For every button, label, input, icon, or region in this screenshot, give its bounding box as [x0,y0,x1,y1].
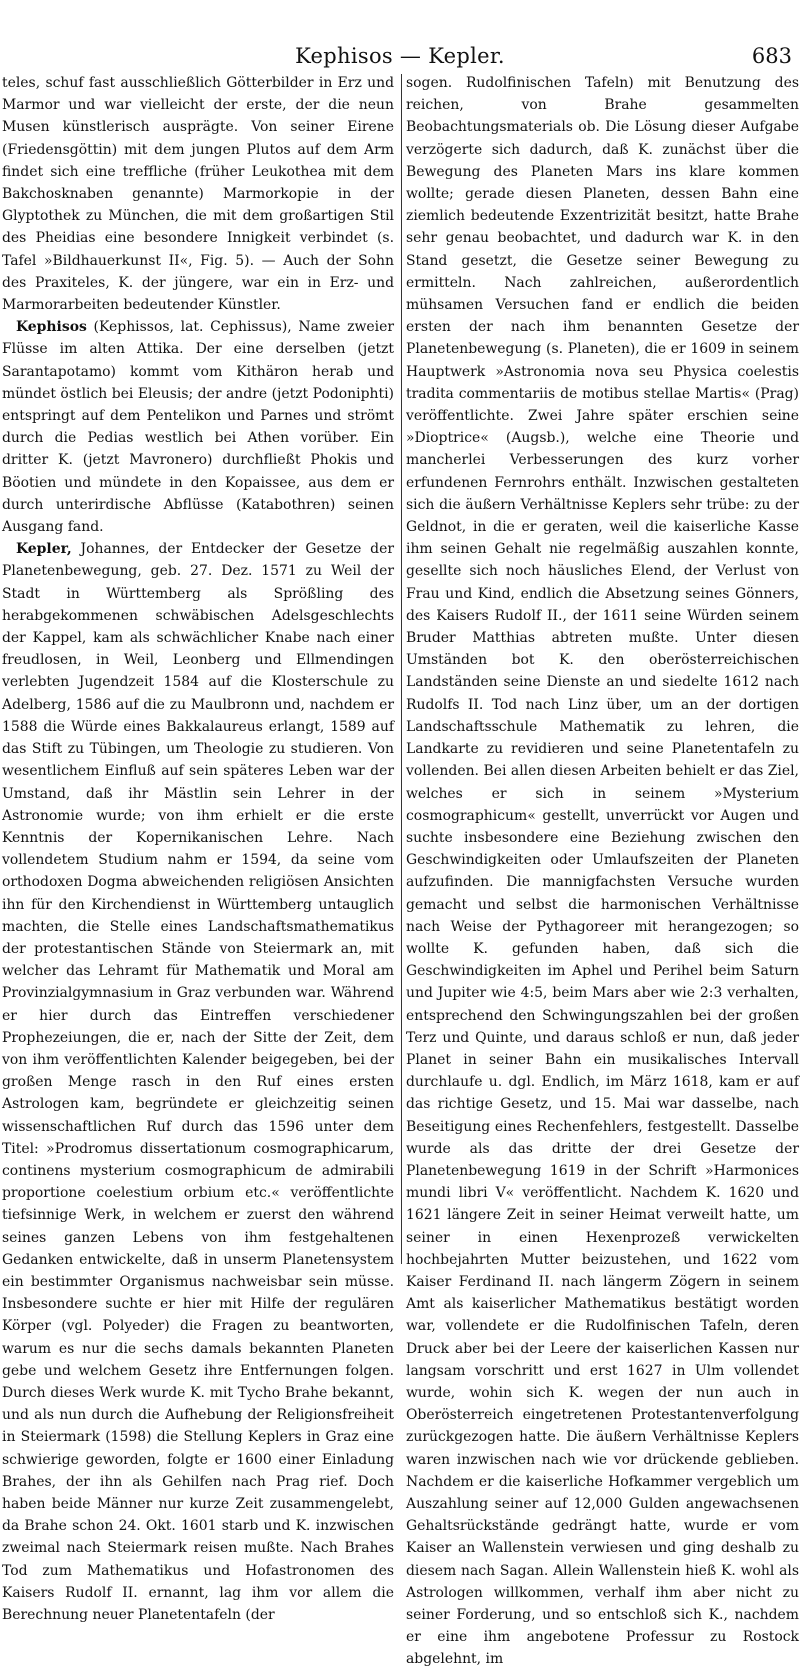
entry-headword-kephisos: Kephisos [16,319,87,336]
right-column [406,72,799,1668]
page-number: 683 [751,44,792,68]
entry-headword-kepler: Kepler, [16,541,72,558]
page-header [0,42,800,72]
kepler-continuation: sogen. Rudolfinischen Tafeln) mit Benutzung des reichen, von Brahe gesammelten Beobachtungsmaterials ob. Die Lösung dieser Aufgabe verzögerte sich dadurch, daß K. zunächst über die Bewegung des Planeten Mars ins klare kommen wollte; gerade diesen Planeten, dessen Bahn eine ziemlich bedeutende Exzentrizität besitzt, hatte Brahe sehr genau beobachtet, und dadurch war K. in den Stand gesetzt, die Gesetze seiner Bewegung zu ermitteln. Nach zahlreichen, außerordentlich mühsamen Versuchen fand er endlich die beiden ersten der nach ihm benannten Gesetze der Planetenbewegung (s. Planeten), die er 1609 in seinem Hauptwerk »Astronomia nova seu Physica coelestis tradita commentariis de motibus stellae Martis« (Prag) veröffentlichte. Zwei Jahre später erschien seine »Dioptrice« (Augsb.), welche eine Theorie und mancherlei Verbesserungen des kurz vorher erfundenen Fernrohrs enthält. Inzwischen gestalteten sich die äußern Verhältnisse Keplers sehr trübe: zu der Geldnot, in die er geraten, weil die kaiserliche Kasse ihm seinen Gehalt nie regelmäßig auszahlen konnte, gesellte sich noch häusliches Elend, der Verlust von Frau und Kind, endlich die Absetzung seines Gönners, des Kaisers Rudolf II., der 1611 seine Würden seinem Bruder Matthias abtreten mußte. Unter diesen Umständen bot K. den oberösterreichischen Landständen seine Dienste an und siedelte 1612 nach Rudolfs II. Tod nach Linz über, um an der dortigen Landschaftsschule Mathematik zu lehren, die Landkarte zu revidieren und seine Planetentafeln zu vollenden. Bei allen diesen Arbeiten behielt er das Ziel, welches er sich in seinem »Mysterium cosmographicum« gestellt, unverrückt vor Augen und suchte insbesondere eine Beziehung zwischen den Geschwindigkeiten oder Umlaufszeiten der Planeten aufzufinden. Die mannigfachsten Versuche wurden gemacht und selbst die harmonischen Verhältnisse nach Weise der Pythagoreer mit herangezogen; so wollte K. gefunden haben, daß sich die Geschwindigkeiten im Aphel und Perihel beim Saturn und Jupiter wie 4:5, beim Mars aber wie 2:3 verhalten, entsprechend den Schwingungszahlen bei der großen Terz und Quinte, und daraus schloß er nun, daß jeder Planet in seiner Bahn ein musikalisches Intervall durchlaufe u. dgl. Endlich, im März 1618, kam er auf das richtige Gesetz, und 15. Mai war dasselbe, nach Beseitigung eines Rechenfehlers, festgestellt. Dasselbe wurde als das dritte der drei Gesetze der Planetenbewegung 1619 in der Schrift »Harmonices mundi libri V« veröffentlicht. Nachdem K. 1620 und 1621 längere Zeit in seiner Heimat verweilt hatte, um seiner in einen Hexenprozeß verwickelten hochbejahrten Mutter beizustehen, und 1622 vom Kaiser Ferdinand II. nach längerm Zögern in seinem Amt als kaiserlicher Mathematikus bestätigt worden war, vollendete er die Rudolfinischen Tafeln, deren Druck aber bei der Leere der kaiserlichen Kassen nur langsam vorschritt und erst 1627 in Ulm vollendet wurde, wohin sich K. wegen der nun auch in Oberösterreich eingetretenen Protestantenverfolgung zurückgezogen hatte. Die äußern Verhältnisse Keplers waren inzwischen nach wie vor drückende geblieben. Nachdem er die kaiserliche Hofkammer vergeblich um Auszahlung seiner auf 12,000 Gulden angewachsenen Gehaltsrückstände gedrängt hatte, wurde er vom Kaiser an Wallenstein verwiesen und ging deshalb zu diesem nach Sagan. Allein Wallenstein hieß K. wohl als Astrologen willkommen, verhalf ihm aber nicht zu seiner Forderung, und so entschloß sich K., nachdem er eine ihm angebotene Professur zu Rostock abgelehnt, im [406,75,799,1668]
praxiteles-continuation: teles, schuf fast ausschließlich Götterbilder in Erz und Marmor und war vielleicht der erste, der die neun Musen künstlerisch ausprägte. Von seiner Eirene (Friedensgöttin) mit dem jungen Plutos auf dem Arm findet sich eine treffliche (früher Leukothea mit dem Bakchosknaben genannte) Marmorkopie in der Glyptothek zu München, die mit dem großartigen Stil des Pheidias eine besondere Innigkeit verbindet (s. Tafel »Bildhauerkunst II«, Fig. 5). — Auch der Sohn des Praxiteles, K. der jüngere, war ein in Erz- und Marmorarbeiten bedeutender Künstler. [2,75,394,314]
running-title: Kephisos — Kepler. [295,44,505,68]
entry-text-kephisos: (Kephissos, lat. Cephissus), Name zweier Flüsse im alten Attika. Der eine derselben (jetzt Sarantapotamo) kommt vom Kithäron herab und mündet östlich bei Eleusis; der andre (jetzt Podoniphti) entspringt auf dem Pentelikon und Parnes und strömt durch die Pedias westlich bei Athen vorüber. Ein dritter K. (jetzt Mavronero) durchfließt Phokis und Böotien und mündete in den Kopaissee, aus dem er durch unterirdische Abflüsse (Katabothren) seinen Ausgang fand. [2,319,394,536]
column-divider [401,74,402,1264]
left-column [2,72,394,1624]
entry-kephisos [2,316,394,538]
entry-text-kepler: Johannes, der Entdecker der Gesetze der Planetenbewegung, geb. 27. Dez. 1571 zu Weil der Stadt in Württemberg als Sprößling des herabgekommenen schwäbischen Adelsgeschlechts der Kappel, kam als schwächlicher Knabe nach einer freudlosen, in Weil, Leonberg und Ellmendingen verlebten Jugendzeit 1584 auf die Klosterschule zu Adelberg, 1586 auf die zu Maulbronn und, nachdem er 1588 die Würde eines Bakkalaureus erlangt, 1589 auf das Stift zu Tübingen, um Theologie zu studieren. Von wesentlichem Einfluß auf sein späteres Leben war der Umstand, daß ihr Mästlin sein Lehrer in der Astronomie wurde; von ihm erhielt er die erste Kenntnis der Kopernikanischen Lehre. Nach vollendetem Studium nahm er 1594, da seine vom orthodoxen Dogma abweichenden religiösen Ansichten ihn für den Kirchendienst in Württemberg untauglich machten, die Stelle eines Landschaftsmathematikus der protestantischen Stände von Steiermark an, mit welcher das Lehramt für Mathematik und Moral am Provinzialgymnasium in Graz verbunden war. Während er hier durch das Eintreffen verschiedener Prophezeiungen, die er, nach der Sitte der Zeit, dem von ihm veröffentlichten Kalender beigegeben, bei der großen Menge rasch in den Ruf eines ersten Astrologen kam, begründete er gleichzeitig seinen wissenschaftlichen Ruf durch das 1596 unter dem Titel: »Prodromus dissertationum cosmographicarum, continens mysterium cosmographicum de admirabili proportione coelestium orbium etc.« veröffentlichte tiefsinnige Werk, in welchem er zuerst den während seines ganzen Lebens von ihm festgehaltenen Gedanken entwickelte, daß in unserm Planetensystem ein bestimmter Organismus nachweisbar sein müsse. Insbesondere suchte er hier mit Hilfe der regulären Körper (vgl. Polyeder) die Fragen zu beantworten, warum es nur die sechs damals bekannten Planeten gebe und welchem Gesetz ihre Entfernungen folgen. Durch dieses Werk wurde K. mit Tycho Brahe bekannt, und als nun durch die Aufhebung der Religionsfreiheit in Steiermark (1598) die Stellung Keplers in Graz eine schwierige geworden, folgte er 1600 einer Einladung Brahes, der ihn als Gehilfen nach Prag rief. Doch haben beide Männer nur kurze Zeit zusammengelebt, da Brahe schon 24. Okt. 1601 starb und K. inzwischen zweimal nach Steiermark reisen mußte. Nach Brahes Tod zum Mathematikus und Hofastronomen des Kaisers Rudolf II. ernannt, lag ihm vor allem die Berechnung neuer Planetentafeln (der [2,541,394,1624]
entry-kepler [2,538,394,1626]
